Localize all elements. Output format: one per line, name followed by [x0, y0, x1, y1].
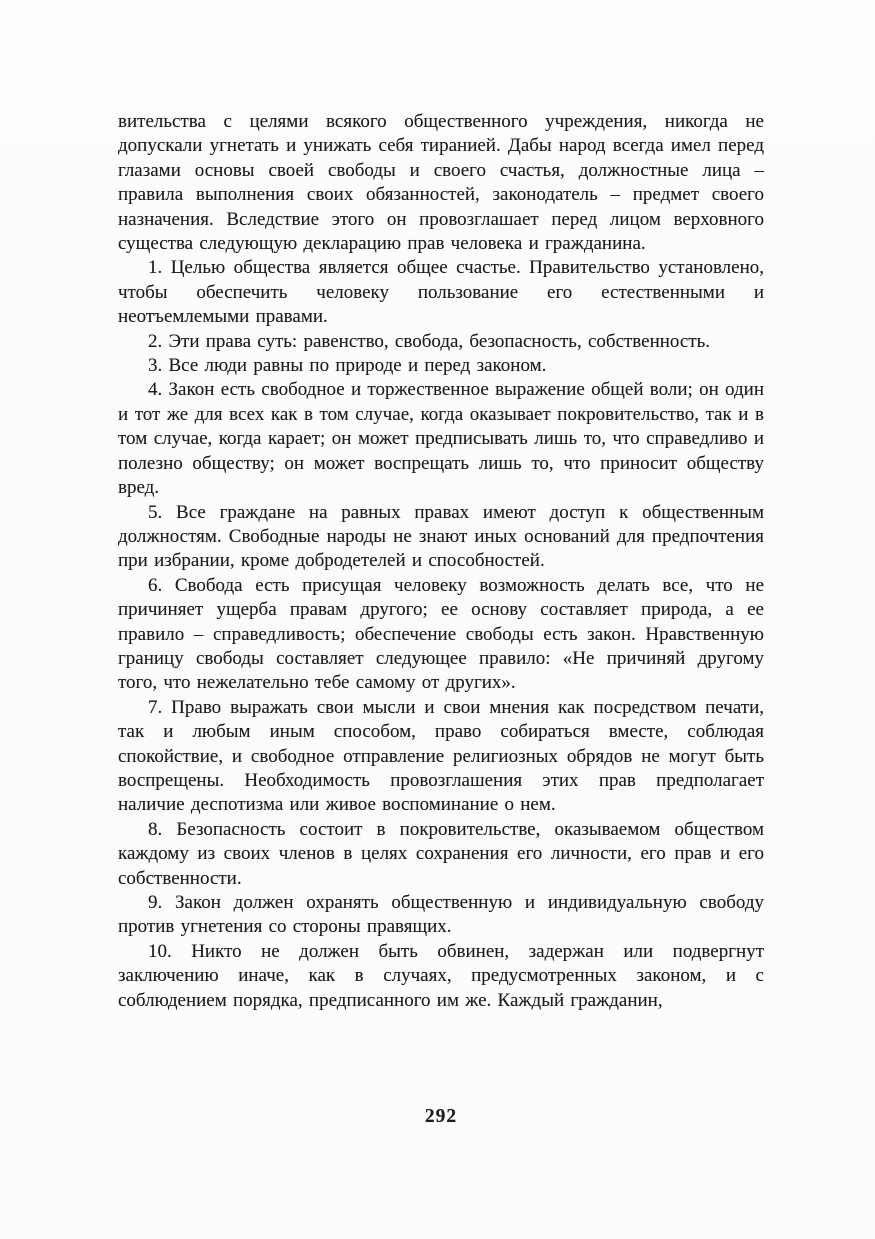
paragraph-article-7: 7. Право выражать свои мысли и свои мнения как посредством печати, так и любым иным способом, право собираться вместе, соблюдая спокойствие, и свободное отправление религиозных обрядов не могут быть воспрещены. Необходимость провозглашения этих прав предполагает наличие деспотизма или живое воспоминание о нем. [118, 696, 764, 816]
body-text [118, 110, 764, 1013]
paragraph-article-4: 4. Закон есть свободное и торжественное выражение общей воли; он один и тот же для всех как в том случае, когда оказывает покровительство, так и в том случае, когда карает; он может предписывать лишь то, что справедливо и полезно обществу; он может воспрещать лишь то, что приносит обществу вред. [118, 379, 764, 499]
paragraph-article-3: 3. Все люди равны по природе и перед законом. [148, 355, 547, 377]
paragraph-article-1: 1. Целью общества является общее счастье. Правительство установлено, чтобы обеспечить человеку пользование его естественными и неотъемлемыми правами. [118, 257, 764, 328]
paragraph-continuation: вительства с целями всякого общественного учреждения, никогда не допускали угнетать и унижать себя тиранией. Дабы народ всегда имел перед глазами основы своей свободы и своего счастья, должностные лица – правила выполнения своих обязанностей, законодатель – предмет своего назначения. Вследствие этого он провозглашает перед лицом верховного существа следующую декларацию прав человека и гражданина. [118, 111, 764, 255]
paragraph-article-6: 6. Свобода есть присущая человеку возможность делать все, что не причиняет ущерба правам другого; ее основу составляет природа, а ее правило – справедливость; обеспечение свободы есть закон. Нравственную границу свободы составляет следующее правило: «Не причиняй другому того, что нежелательно тебе самому от других». [118, 574, 764, 694]
paragraph-article-8: 8. Безопасность состоит в покровительстве, оказываемом обществом каждому из своих членов в целях сохранения его личности, его прав и его собственности. [118, 818, 764, 889]
paragraph-article-10: 10. Никто не должен быть обвинен, задержан или подвергнут заключению иначе, как в случаях, предусмотренных законом, и с соблюдением порядка, предписанного им же. Каждый гражданин, [118, 940, 764, 1011]
page-number: 292 [424, 1106, 458, 1127]
paragraph-article-9: 9. Закон должен охранять общественную и индивидуальную свободу против угнетения со стороны правящих. [118, 892, 764, 938]
paragraph-article-5: 5. Все граждане на равных правах имеют доступ к общественным должностям. Свободные народы не знают иных оснований для предпочтения при избрании, кроме добродетелей и способностей. [118, 501, 764, 572]
paragraph-article-2: 2. Эти права суть: равенство, свобода, безопасность, собственность. [148, 330, 711, 352]
